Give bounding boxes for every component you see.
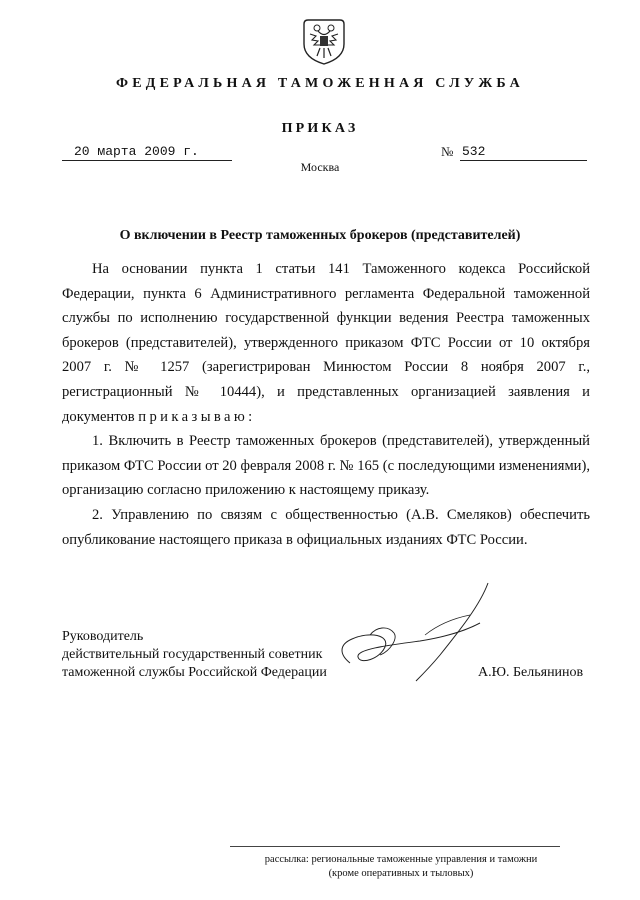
signatory-position-line2: действительный государственный советник bbox=[62, 647, 323, 662]
preamble-paragraph bbox=[62, 257, 590, 429]
signatory-position-line1: Руководитель bbox=[62, 629, 144, 644]
distribution-divider bbox=[230, 846, 560, 847]
order-number: 532 bbox=[460, 143, 587, 161]
distribution-line2: (кроме оперативных и тыловых) bbox=[328, 868, 474, 879]
agency-name: ФЕДЕРАЛЬНАЯ ТАМОЖЕННАЯ СЛУЖБА bbox=[116, 76, 524, 91]
document-type: ПРИКАЗ bbox=[281, 121, 359, 136]
order-date: 20 марта 2009 г. bbox=[62, 143, 232, 161]
order-item-2: 2. Управлению по связям с общественностью (А.В. Смеляков) обеспечить опубликование настоящего приказа в официальных изданиях ФТС России. bbox=[62, 506, 590, 548]
order-subject: О включении в Реестр таможенных брокеров (представителей) bbox=[119, 228, 521, 243]
order-number-label: № bbox=[441, 144, 454, 159]
signatory-position-line3: таможенной службы Российской Федерации bbox=[62, 665, 327, 680]
distribution-line1: рассылка: региональные таможенные управления и таможни bbox=[264, 854, 538, 865]
preamble-text: На основании пункта 1 статьи 141 Таможенного кодекса Российской Федерации, пункта 6 Административного регламента Федеральной таможенной службы по исполнению государственной функции ведения Реестра таможенных брокеров (представителей), утвержденного приказом ФТС России от 10 октября 2007 г. № 1257 (зарегистрирован Минюстом России 8 ноября 2007 г., регистрационный № 10444), и представленных организацией заявления и документов bbox=[62, 261, 590, 425]
order-body bbox=[62, 257, 590, 552]
coat-of-arms-icon bbox=[298, 14, 350, 66]
distribution-note bbox=[236, 853, 566, 881]
order-item-1: 1. Включить в Реестр таможенных брокеров (представителей), утвержденный приказом ФТС России от 20 февраля 2008 г. № 165 (с последующими изменениями), организацию согласно приложению к настоящему приказу. bbox=[62, 433, 590, 499]
signatory-name: А.Ю. Бельянинов bbox=[478, 665, 584, 680]
signatory-position bbox=[62, 628, 327, 682]
order-word: приказываю: bbox=[138, 408, 256, 425]
city: Москва bbox=[300, 160, 340, 174]
